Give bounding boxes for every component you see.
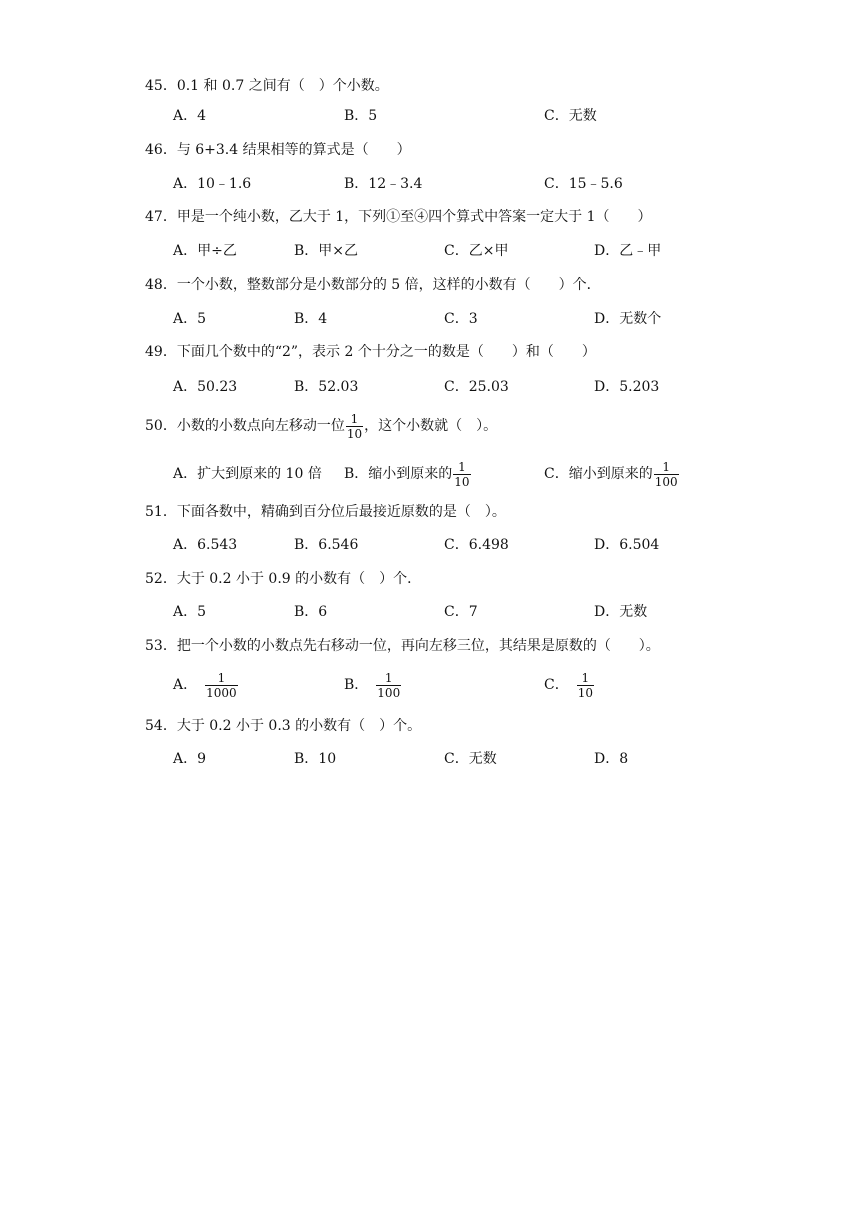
option-a: A．6.543 [173, 537, 238, 553]
question-48: 48．一个小数，整数部分是小数部分的 5 倍，这样的小数有（ ）个． [145, 277, 601, 293]
option-b: B．4 [294, 311, 328, 327]
option-d: D．6.504 [594, 537, 660, 553]
option-a: A． $\frac{1}{1000}$ [173, 670, 237, 700]
question-49: 49．下面几个数中的“2”，表示 2 个十分之一的数是（ ）和（ ） [145, 344, 596, 360]
option-a: A．9 [173, 751, 207, 767]
fraction: $\frac{1}{10}$ [346, 411, 363, 441]
fraction: $\frac{1}{10}$ [454, 459, 470, 489]
option-c: C．7 [444, 604, 478, 620]
option-c: C． $\frac{1}{10}$ [544, 670, 593, 700]
option-d: D．5.203 [594, 379, 660, 395]
option-a: A．甲÷乙 [173, 243, 237, 259]
option-d: D．无数 [594, 604, 648, 620]
option-a: A．扩大到原来的 10 倍 [173, 466, 322, 482]
option-a: A．5 [173, 604, 207, 620]
option-c: C．无数 [544, 108, 597, 124]
option-c: C．25.03 [444, 379, 509, 395]
option-b: B．12﹣3.4 [344, 176, 423, 192]
option-b: B．甲×乙 [294, 243, 359, 259]
option-b: B．5 [344, 108, 378, 124]
option-d: D．8 [594, 751, 629, 767]
option-c: C．缩小到原来的 $\frac{1}{100}$ [544, 459, 678, 489]
option-c: C．乙×甲 [444, 243, 509, 259]
option-c: C．无数 [444, 751, 497, 767]
question-51: 51．下面各数中，精确到百分位后最接近原数的是（ ）。 [145, 504, 506, 520]
option-a: A．50.23 [173, 379, 238, 395]
option-c: C．15﹣5.6 [544, 176, 623, 192]
question-53: 53．把一个小数的小数点先右移动一位，再向左移三位，其结果是原数的（ ）。 [145, 638, 660, 654]
question-52: 52．大于 0.2 小于 0.9 的小数有（ ）个． [145, 571, 422, 587]
option-c: C．6.498 [444, 537, 509, 553]
fraction: $\frac{1}{100}$ [654, 459, 678, 489]
question-47: 47．甲是一个纯小数，乙大于 1，下列①至④四个算式中答案一定大于 1（ ） [145, 209, 652, 225]
question-54: 54．大于 0.2 小于 0.3 的小数有（ ）个。 [145, 718, 422, 734]
option-d: D．无数个 [594, 311, 662, 327]
question-50 [145, 410, 497, 442]
option-a: A．10﹣1.6 [173, 176, 252, 192]
question-50-text-before: 50．小数的小数点向左移动一位 [145, 418, 345, 434]
question-50-text-after: ，这个小数就（ ）。 [364, 418, 498, 434]
option-c: C．3 [444, 311, 478, 327]
option-b: B．52.03 [294, 379, 359, 395]
option-b: B．10 [294, 751, 337, 767]
question-45: 45．0.1 和 0.7 之间有（ ）个小数。 [145, 78, 389, 94]
option-a: A．5 [173, 311, 207, 327]
question-46: 46．与 6+3.4 结果相等的算式是（ ） [145, 142, 411, 158]
option-b: B．6.546 [294, 537, 359, 553]
option-b: B．缩小到原来的 $\frac{1}{10}$ [344, 459, 470, 489]
fraction: $\frac{1}{10}$ [577, 670, 593, 700]
fraction: $\frac{1}{1000}$ [206, 670, 237, 700]
option-d: D．乙﹣甲 [594, 243, 662, 259]
fraction: $\frac{1}{100}$ [377, 670, 401, 700]
option-a: A．4 [173, 108, 207, 124]
option-b: B．6 [294, 604, 328, 620]
option-b: B． $\frac{1}{100}$ [344, 670, 401, 700]
